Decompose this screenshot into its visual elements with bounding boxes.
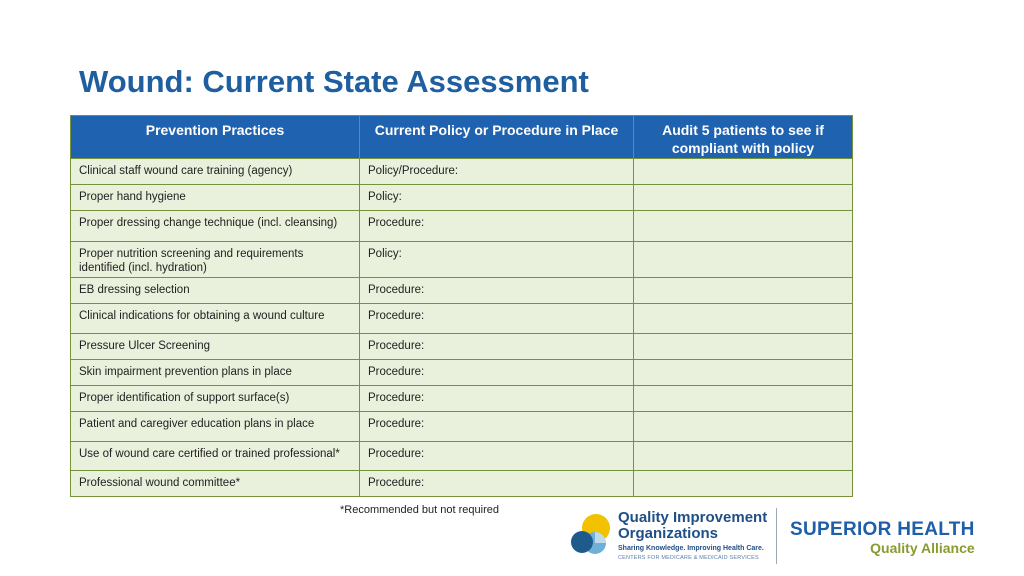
audit-cell[interactable]	[634, 412, 853, 442]
practice-cell: Pressure Ulcer Screening	[71, 334, 360, 360]
table-row	[71, 386, 853, 412]
policy-cell: Procedure:	[360, 278, 634, 304]
qio-title-line1: Quality Improvement	[618, 509, 768, 526]
policy-cell: Procedure:	[360, 471, 634, 497]
table-row	[71, 242, 853, 278]
practice-cell: Patient and caregiver education plans in place	[71, 412, 360, 442]
table-row	[71, 442, 853, 471]
qio-title-line2: Organizations	[618, 525, 719, 542]
practice-cell: Proper nutrition screening and requirements identified (incl. hydration)	[71, 242, 360, 278]
table-row	[71, 278, 853, 304]
shqa-title: SUPERIOR HEALTH	[790, 519, 975, 540]
table-row	[71, 211, 853, 242]
policy-cell: Procedure:	[360, 304, 634, 334]
audit-cell[interactable]	[634, 334, 853, 360]
assessment-table	[70, 115, 853, 497]
table-row	[71, 185, 853, 211]
policy-cell: Procedure:	[360, 442, 634, 471]
audit-cell[interactable]	[634, 185, 853, 211]
table-row	[71, 471, 853, 497]
table-row	[71, 334, 853, 360]
policy-cell: Procedure:	[360, 334, 634, 360]
audit-cell[interactable]	[634, 471, 853, 497]
policy-cell: Procedure:	[360, 211, 634, 242]
shqa-subtitle: Quality Alliance	[870, 540, 975, 556]
practice-cell: Clinical staff wound care training (agency)	[71, 159, 360, 185]
practice-cell: Proper identification of support surface(s)	[71, 386, 360, 412]
policy-cell: Policy:	[360, 242, 634, 278]
policy-cell: Procedure:	[360, 412, 634, 442]
table-row	[71, 304, 853, 334]
qio-logo	[568, 508, 778, 568]
audit-cell[interactable]	[634, 159, 853, 185]
audit-cell[interactable]	[634, 360, 853, 386]
page-title: Wound: Current State Assessment	[79, 64, 589, 99]
qio-tagline: Sharing Knowledge. Improving Health Care.	[618, 545, 764, 552]
audit-cell[interactable]	[634, 211, 853, 242]
header-prevention-practices: Prevention Practices	[71, 116, 360, 159]
practice-cell: Proper dressing change technique (incl. cleansing)	[71, 211, 360, 242]
policy-cell: Policy:	[360, 185, 634, 211]
logo-divider	[776, 508, 777, 564]
header-audit: Audit 5 patients to see if compliant with policy	[634, 116, 853, 159]
audit-cell[interactable]	[634, 242, 853, 278]
policy-cell: Procedure:	[360, 386, 634, 412]
qio-subline: CENTERS FOR MEDICARE & MEDICAID SERVICES	[618, 555, 759, 561]
policy-cell: Procedure:	[360, 360, 634, 386]
policy-cell: Policy/Procedure:	[360, 159, 634, 185]
table-header-row	[71, 116, 853, 159]
audit-cell[interactable]	[634, 304, 853, 334]
table-row	[71, 412, 853, 442]
practice-cell: EB dressing selection	[71, 278, 360, 304]
table-row	[71, 360, 853, 386]
audit-cell[interactable]	[634, 442, 853, 471]
table-row	[71, 159, 853, 185]
practice-cell: Proper hand hygiene	[71, 185, 360, 211]
practice-cell: Use of wound care certified or trained professional*	[71, 442, 360, 471]
qio-emblem-icon	[568, 508, 614, 566]
audit-cell[interactable]	[634, 278, 853, 304]
practice-cell: Clinical indications for obtaining a wound culture	[71, 304, 360, 334]
header-current-policy: Current Policy or Procedure in Place	[360, 116, 634, 159]
shqa-logo	[790, 519, 975, 556]
audit-cell[interactable]	[634, 386, 853, 412]
footnote: *Recommended but not required	[340, 504, 499, 516]
practice-cell: Skin impairment prevention plans in place	[71, 360, 360, 386]
practice-cell: Professional wound committee*	[71, 471, 360, 497]
